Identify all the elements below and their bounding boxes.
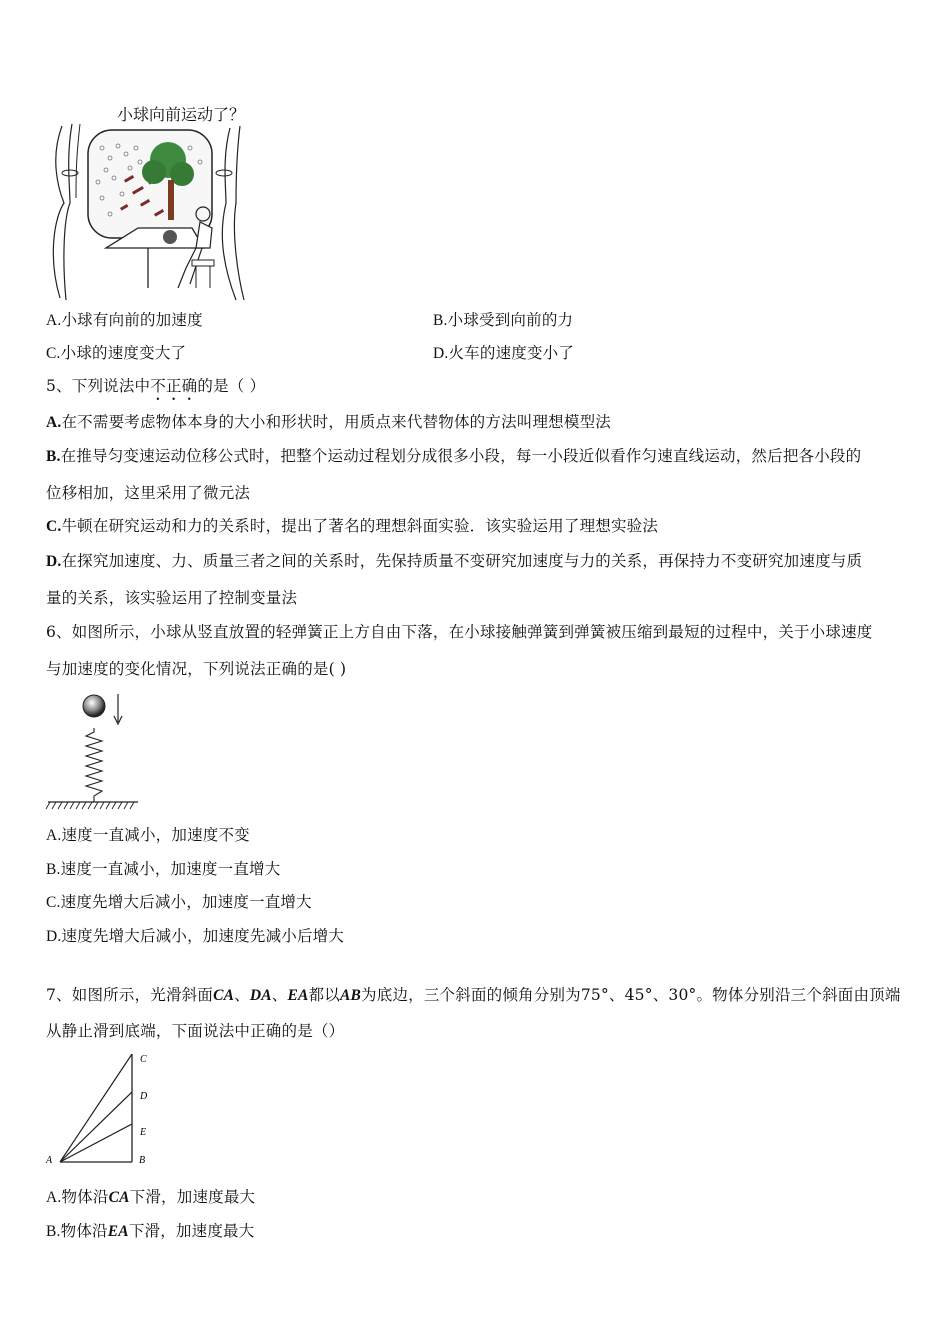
q4-option-b[interactable]: B.小球受到向前的力	[433, 311, 574, 329]
q7-stem-line2: 从静止滑到底端，下面说法中正确的是（）	[46, 1022, 345, 1040]
spring-ball-figure	[46, 690, 146, 810]
q7-option-a[interactable]: A.物体沿CA下滑，加速度最大	[46, 1188, 256, 1206]
q6-option-d[interactable]: D.速度先增大后减小，加速度先减小后增大	[46, 927, 345, 945]
label-a: A	[46, 1155, 53, 1166]
label-c: C	[140, 1054, 147, 1065]
label-e: E	[140, 1127, 147, 1138]
q5-option-b-cont: 位移相加，这里采用了微元法	[46, 484, 251, 502]
figure-caption: 小球向前运动了？	[117, 105, 246, 124]
label-d: D	[140, 1091, 148, 1102]
q5-emphasis: 不正确	[150, 377, 198, 395]
incline-figure	[44, 1050, 164, 1170]
q4-option-c[interactable]: C.小球的速度变大了	[46, 344, 187, 362]
train-window-illustration	[40, 118, 270, 318]
q4-option-a[interactable]: A.小球有向前的加速度	[46, 311, 203, 329]
q6-option-c[interactable]: C.速度先增大后减小，加速度一直增大	[46, 893, 312, 911]
q6-option-a[interactable]: A.速度一直减小，加速度不变	[46, 826, 250, 844]
q5-option-d-cont: 量的关系，该实验运用了控制变量法	[46, 589, 298, 607]
q6-stem-line2: 与加速度的变化情况，下列说法正确的是( )	[46, 660, 347, 678]
q5-option-c[interactable]: C.牛顿在研究运动和力的关系时，提出了著名的理想斜面实验．该实验运用了理想实验法	[46, 517, 659, 535]
ball-icon	[83, 695, 105, 717]
q5-option-b[interactable]: B.在推导匀变速运动位移公式时，把整个运动过程划分成很多小段，每一小段近似看作匀速直线运动，然后把各小段的	[46, 447, 862, 465]
q7-option-b[interactable]: B.物体沿EA下滑，加速度最大	[46, 1222, 255, 1240]
q5-option-d[interactable]: D.在探究加速度、力、质量三者之间的关系时，先保持质量不变研究加速度与力的关系，再保持力不变研究加速度与质	[46, 552, 863, 570]
q5-stem: 5、下列说法中不正确的是（ ）	[46, 377, 266, 395]
q6-stem-line1: 6、如图所示，小球从竖直放置的轻弹簧正上方自由下落，在小球接触弹簧到弹簧被压缩到最短的过程中，关于小球速度	[46, 623, 873, 641]
q5-option-a[interactable]: A.在不需要考虑物体本身的大小和形状时，用质点来代替物体的方法叫理想模型法	[46, 413, 611, 431]
spring-icon	[86, 728, 102, 802]
q6-option-b[interactable]: B.速度一直减小，加速度一直增大	[46, 860, 281, 878]
q7-stem-line1: 7、如图所示，光滑斜面CA、DA、EA都以AB为底边，三个斜面的倾角分别为75°、45°、30°。物体分别沿三个斜面由顶端	[46, 986, 901, 1004]
label-b: B	[139, 1155, 146, 1166]
q4-option-d[interactable]: D.火车的速度变小了	[433, 344, 575, 362]
